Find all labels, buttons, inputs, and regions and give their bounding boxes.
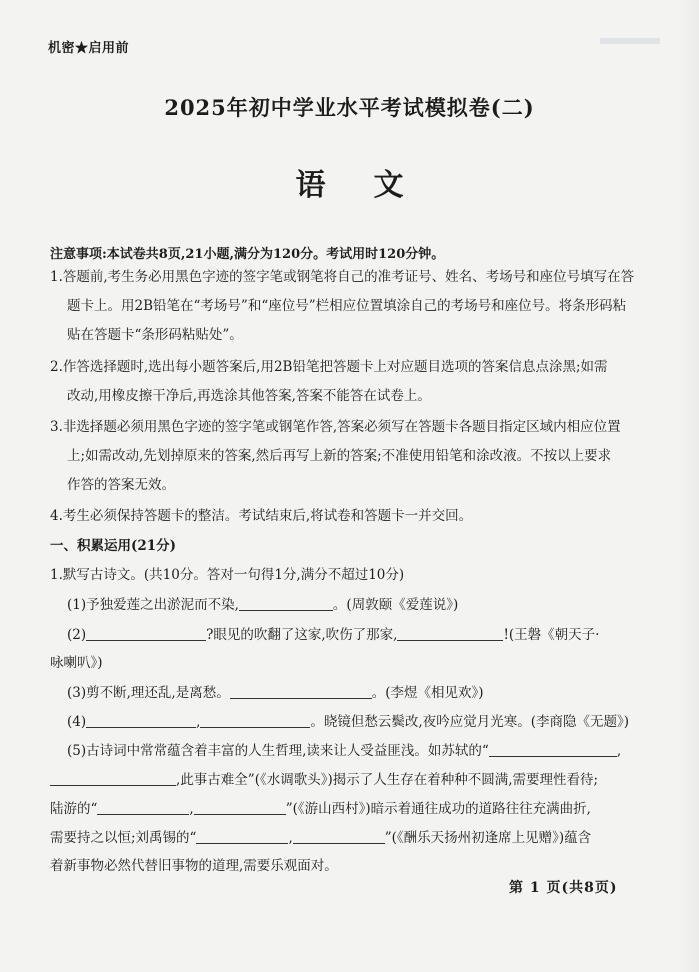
page-number: 第 1 页(共8页) — [509, 880, 618, 896]
q5-line-4 — [50, 831, 591, 846]
note-line: 上;如需改动,先划掉原来的答案,然后再写上新的答案;不准使用铅笔和涂改液。不按以上要求 — [67, 448, 612, 464]
sub-question-5 — [67, 744, 621, 759]
answer-blank[interactable] — [196, 831, 288, 844]
q4-text: (4) — [67, 714, 87, 730]
question-stem: 1.默写古诗文。(共10分。答对一句得1分,满分不超过10分) — [50, 567, 405, 583]
sub-question-3 — [67, 686, 484, 701]
q5-line-3 — [50, 802, 591, 817]
answer-blank[interactable] — [397, 628, 503, 641]
q4-text: 。晓镜但愁云鬓改,夜吟应觉月光寒。(李商隐《无题》) — [310, 714, 629, 730]
q5-text: 陆游的“ — [50, 801, 98, 817]
notice-heading: 注意事项:本试卷共8页,21小题,满分为120分。考试用时120分钟。 — [50, 247, 445, 262]
answer-blank[interactable] — [200, 715, 310, 728]
answer-blank[interactable] — [194, 802, 286, 815]
exam-title: 2025年初中学业水平考试模拟卷(二) — [164, 95, 535, 120]
note-line: 1.答题前,考生务必用黑色字迹的签字笔或钢笔将自己的准考证号、姓名、考场号和座位号填写在答 — [50, 269, 635, 285]
q5-text: , — [189, 801, 194, 817]
q4-text: , — [196, 714, 201, 730]
note-line: 3.非选择题必须用黑色字迹的签字笔或钢笔作答,答案必须写在答题卡各题目指定区域内相应位置 — [50, 419, 621, 435]
q5-text: ”(《酬乐天扬州初逢席上见赠》)蕴含 — [384, 830, 592, 846]
q5-text: , — [616, 743, 622, 759]
answer-blank[interactable] — [86, 715, 196, 728]
page-edge-shadow — [678, 0, 699, 972]
note-line: 4.考生必须保持答题卡的整洁。考试结束后,将试卷和答题卡一并交回。 — [50, 508, 473, 524]
q2-text: ?眼见的吹翻了这家,吹伤了那家, — [206, 627, 398, 643]
q5-text: ,此事古难全”(《水调歌头》)揭示了人生存在着种种不圆满,需要理性看待; — [176, 772, 599, 788]
answer-blank[interactable] — [50, 773, 176, 786]
q5-line-5: 着新事物必然代替旧事物的道理,需要乐观面对。 — [50, 858, 338, 874]
q5-text: ”(《游山西村》)暗示着通往成功的道路往往充满曲折, — [285, 801, 591, 817]
answer-blank[interactable] — [489, 744, 617, 757]
note-line: 作答的答案无效。 — [67, 477, 175, 493]
note-line: 题卡上。用2B铅笔在“考场号”和“座位号”栏相应位置填涂自己的考场号和座位号。将条形码粘 — [67, 298, 627, 314]
sub-question-4 — [67, 715, 629, 730]
q1-text: 。(周敦颐《爱莲说》) — [332, 597, 459, 613]
q3-text: 。(李煜《相见欢》) — [371, 685, 484, 701]
sub-question-2 — [67, 628, 599, 643]
note-line: 改动,用橡皮擦干净后,再选涂其他答案,答案不能答在试卷上。 — [67, 388, 431, 404]
subject-title: 语文 — [295, 168, 452, 203]
q3-text: (3)剪不断,理还乱,是离愁。 — [67, 685, 230, 701]
q2-continued: 咏喇叭》) — [50, 655, 103, 671]
section-heading: 一、积累运用(21分) — [50, 538, 177, 554]
q5-text: (5)古诗词中常常蕴含着丰富的人生哲理,读来让人受益匪浅。如苏轼的“ — [67, 743, 489, 759]
answer-blank[interactable] — [230, 686, 372, 699]
note-line: 2.作答选择题时,选出每小题答案后,用2B铅笔把答题卡上对应题目选项的答案信息点涂黑;如需 — [50, 359, 608, 375]
q2-text: !(王磐《朝天子· — [503, 627, 600, 643]
q2-text: (2) — [67, 627, 87, 643]
note-line: 贴在答题卡“条形码粘贴处”。 — [67, 327, 243, 343]
q5-text: 需要持之以恒;刘禹锡的“ — [50, 830, 197, 846]
answer-blank[interactable] — [239, 598, 333, 611]
answer-blank[interactable] — [97, 802, 189, 815]
answer-blank[interactable] — [293, 831, 385, 844]
q5-line-2 — [50, 773, 598, 788]
q1-text: (1)予独爱莲之出淤泥而不染, — [67, 597, 239, 613]
q5-text: , — [288, 830, 293, 846]
confidential-label: 机密★启用前 — [48, 41, 130, 56]
sub-question-1 — [67, 598, 458, 613]
bleed-through-mark — [600, 38, 660, 44]
answer-blank[interactable] — [86, 628, 206, 641]
